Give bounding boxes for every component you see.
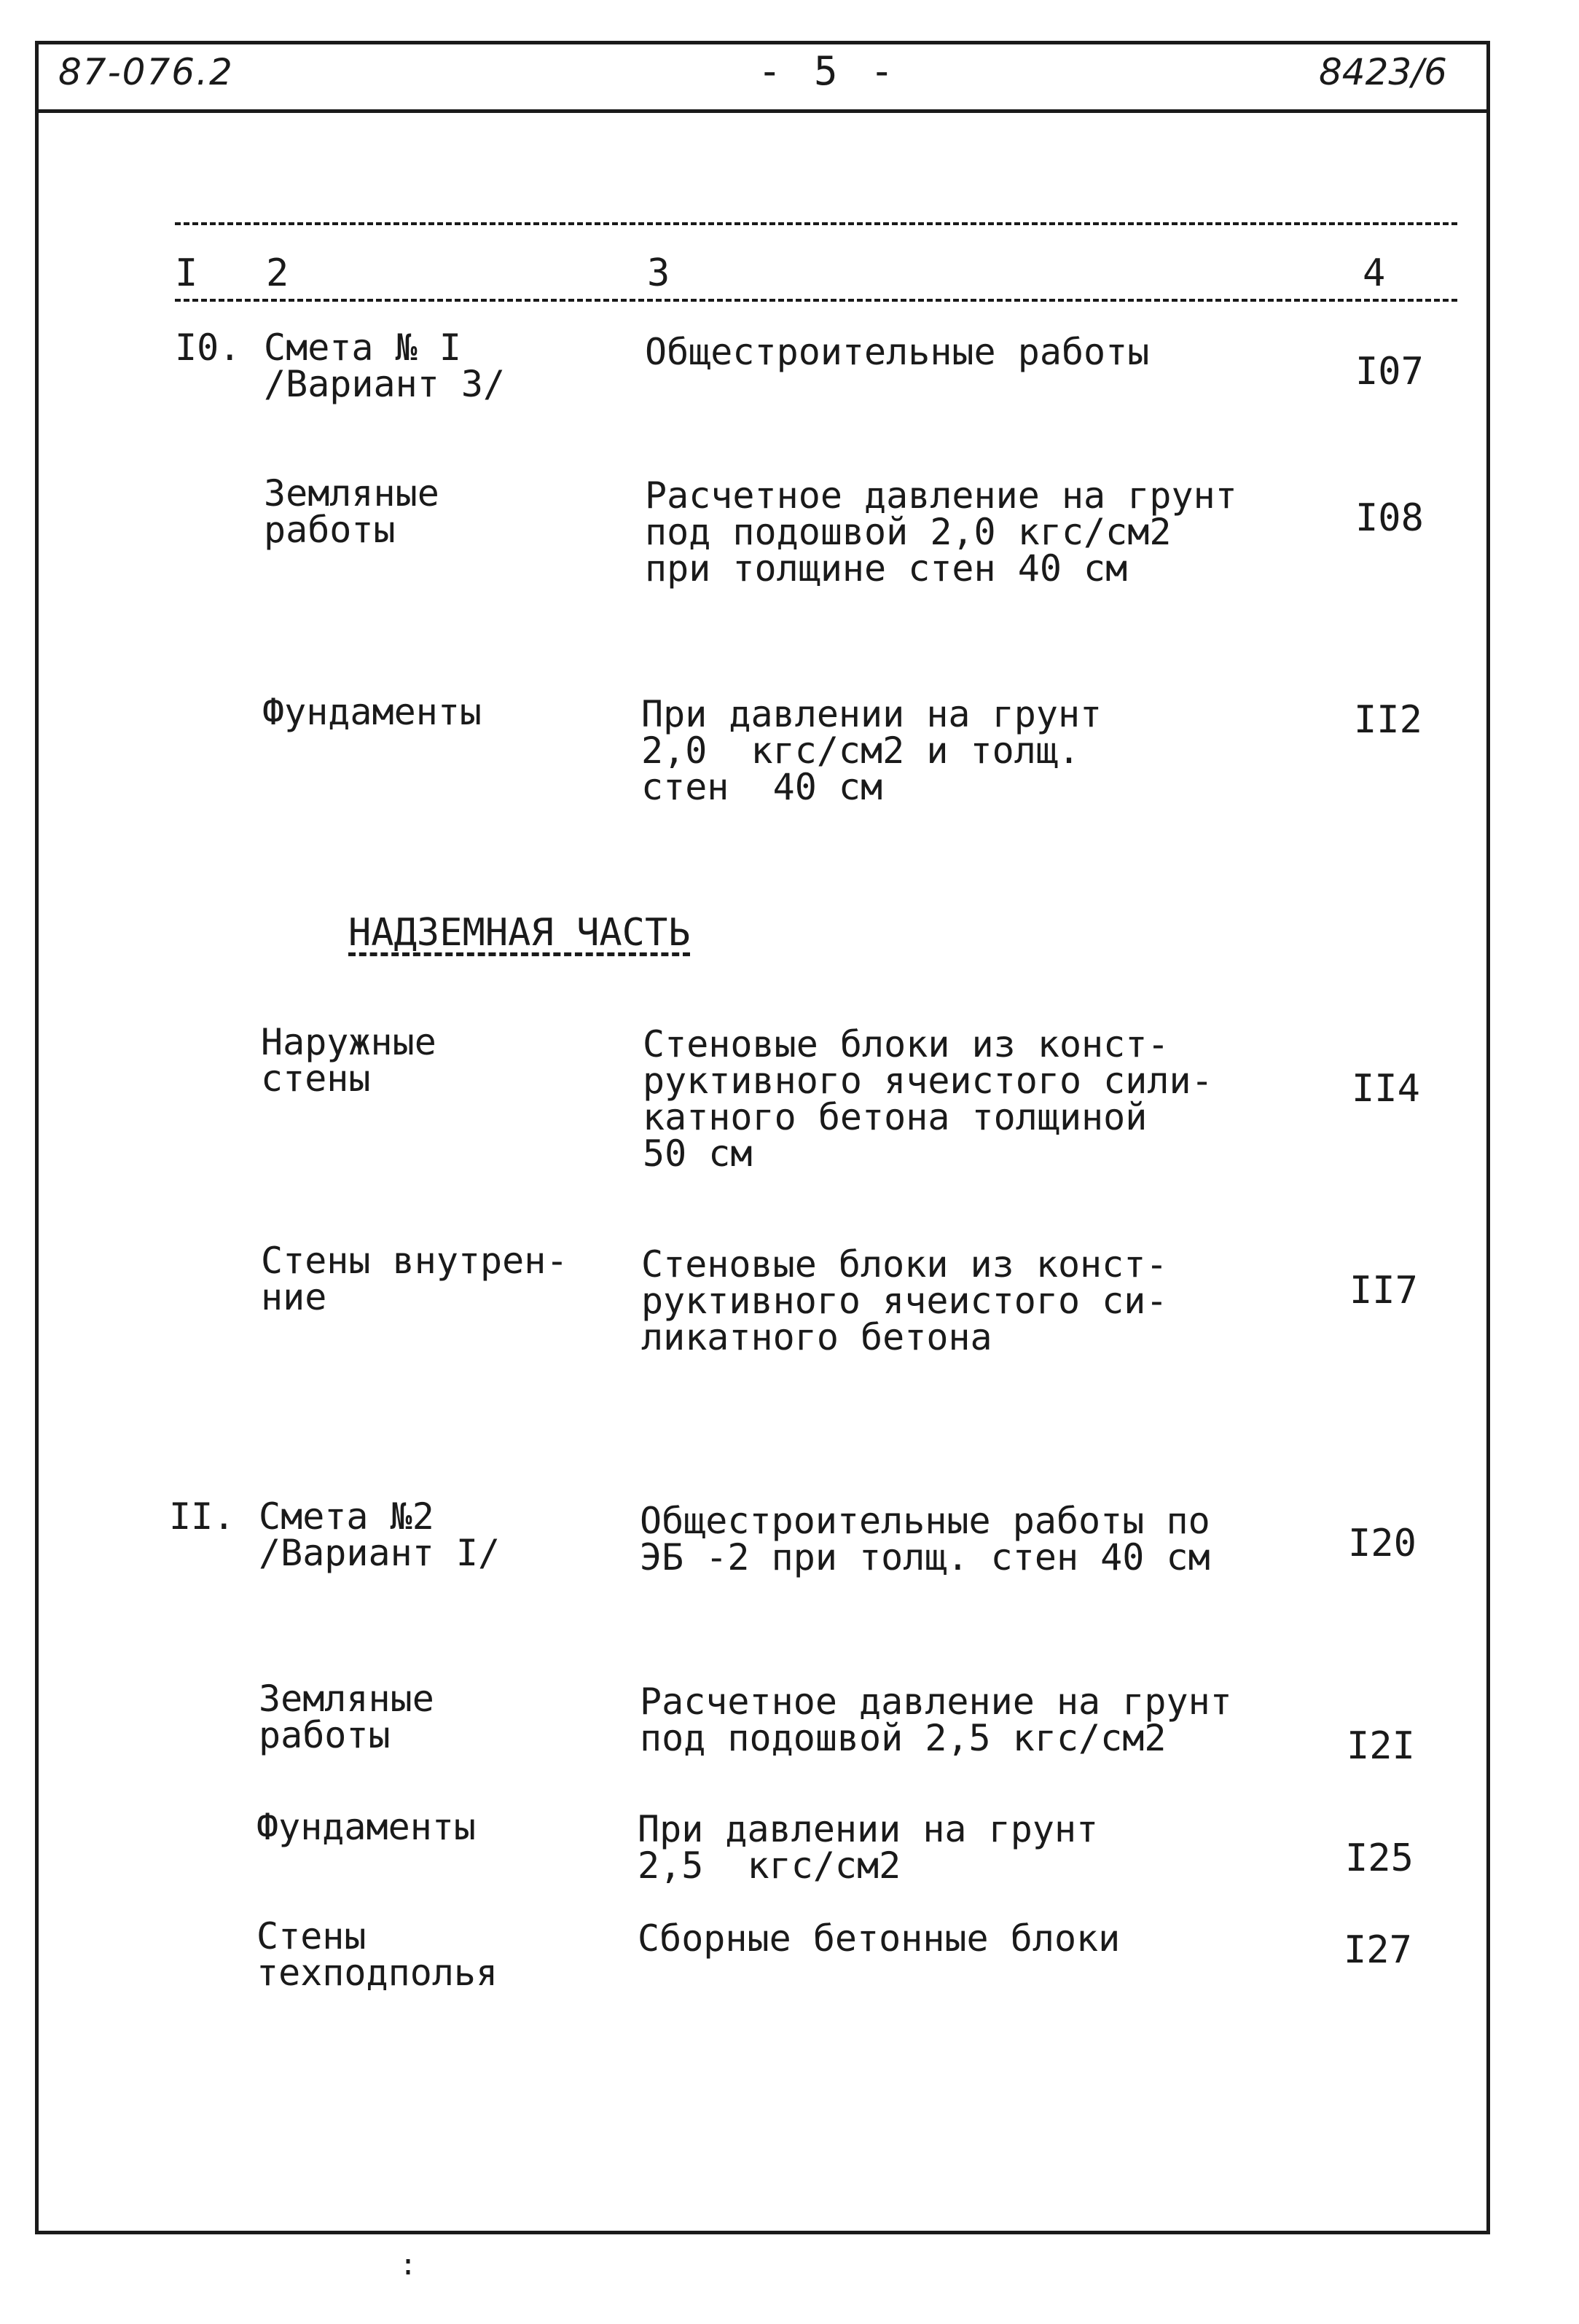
column-number-1: I: [175, 251, 198, 295]
section-description: Стеновые блоки из конст- руктивного ячеистого си- ликатного бетона: [641, 1243, 1168, 1358]
row-number: II.: [169, 1495, 235, 1538]
section-description: Общестроительные работы по ЭБ -2 при толщ. стен 40 см: [640, 1500, 1210, 1578]
column-header-rule: [175, 299, 1457, 302]
page-reference: I07: [1355, 350, 1424, 394]
section-name: Фундаменты: [256, 1806, 477, 1848]
row-number: I0.: [175, 326, 241, 369]
section-description: Сборные бетонные блоки: [638, 1917, 1121, 1960]
document-code: 87-076.2: [58, 51, 234, 93]
inventory-number: 8423/6: [1319, 51, 1447, 93]
section-name: Наружные стены: [261, 1021, 436, 1100]
page-reference: II2: [1354, 698, 1422, 742]
page-reference: I27: [1344, 1928, 1412, 1972]
section-name: Стены внутрен- ние: [261, 1240, 568, 1318]
page-number: - 5 -: [758, 48, 898, 94]
column-number-4: 4: [1363, 251, 1386, 295]
table-top-rule: [175, 222, 1457, 225]
section-name: Стены техподполья: [256, 1915, 498, 1994]
column-number-3: 3: [647, 251, 670, 295]
section-name: Смета №2 /Вариант I/: [259, 1495, 501, 1574]
section-description: При давлении на грунт 2,0 кгс/см2 и толщ. стен 40 см: [641, 693, 1102, 808]
section-description: Расчетное давление на грунт под подошвой 2,5 кгс/см2: [640, 1681, 1232, 1759]
page-reference: II7: [1349, 1269, 1418, 1312]
section-description: При давлении на грунт 2,5 кгс/см2: [638, 1808, 1099, 1887]
page-reference: I08: [1355, 496, 1424, 540]
section-description: Общестроительные работы: [645, 331, 1150, 373]
section-heading: НАДЗЕМНАЯ ЧАСТЬ: [348, 911, 691, 955]
header-rule: [35, 109, 1490, 113]
page-reference: I20: [1348, 1522, 1417, 1565]
section-name: Земляные работы: [259, 1678, 434, 1756]
section-description: Стеновые блоки из конст- руктивного ячеистого сили- катного бетона толщиной 50 см: [643, 1023, 1213, 1175]
scan-mark: :: [399, 2248, 418, 2282]
section-name: Смета № I /Вариант 3/: [264, 326, 506, 405]
page-reference: II4: [1352, 1067, 1420, 1111]
page-reference: I2I: [1347, 1724, 1415, 1768]
section-description: Расчетное давление на грунт под подошвой 2,0 кгс/см2 при толщине стен 40 см: [645, 474, 1237, 590]
section-name: Фундаменты: [262, 691, 482, 733]
column-number-2: 2: [266, 251, 289, 295]
page-reference: I25: [1345, 1836, 1414, 1880]
section-name: Земляные работы: [264, 472, 439, 551]
